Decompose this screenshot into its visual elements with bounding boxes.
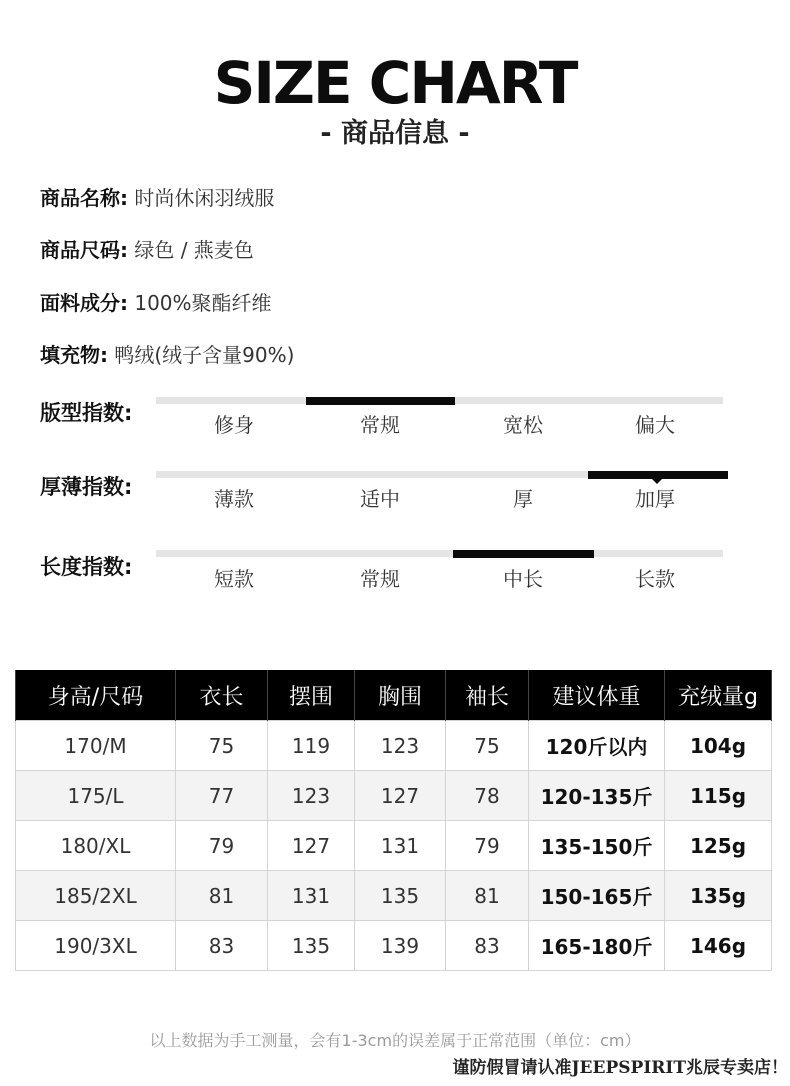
fit-option: 修身	[214, 413, 254, 437]
thickness-option: 加厚	[635, 487, 675, 511]
table-cell: 150-165斤	[529, 871, 665, 921]
header-sleeve: 袖长	[446, 670, 529, 721]
thickness-index-label: 厚薄指数:	[40, 475, 133, 499]
fit-option: 偏大	[635, 413, 675, 437]
size-table	[15, 670, 772, 971]
info-filling	[40, 340, 294, 370]
anti-counterfeit-notice: 谨防假冒请认准JEEPSPIRIT兆辰专卖店！	[452, 1058, 788, 1078]
table-header-row	[16, 670, 772, 721]
table-cell: 79	[446, 821, 529, 871]
table-cell: 120斤以内	[529, 721, 665, 771]
table-cell: 77	[176, 771, 268, 821]
table-cell: 104g	[665, 721, 772, 771]
header-height-size: 身高/尺码	[16, 670, 176, 721]
header-length: 衣长	[176, 670, 268, 721]
length-option: 短款	[214, 567, 254, 591]
table-cell: 119	[268, 721, 355, 771]
page-subtitle: - 商品信息 -	[320, 118, 470, 149]
table-cell: 135-150斤	[529, 821, 665, 871]
fit-option: 宽松	[503, 413, 543, 437]
table-cell: 175/L	[16, 771, 176, 821]
fit-index-label: 版型指数:	[40, 401, 133, 425]
table-cell: 125g	[665, 821, 772, 871]
info-fabric	[40, 288, 272, 318]
table-cell: 120-135斤	[529, 771, 665, 821]
header-hem: 摆围	[268, 670, 355, 721]
length-option: 常规	[360, 567, 400, 591]
table-cell: 79	[176, 821, 268, 871]
table-row	[16, 871, 772, 921]
table-cell: 170/M	[16, 721, 176, 771]
thickness-option: 薄款	[214, 487, 254, 511]
info-label: 填充物:	[40, 343, 108, 367]
length-option: 长款	[635, 567, 675, 591]
table-cell: 180/XL	[16, 821, 176, 871]
table-cell: 81	[176, 871, 268, 921]
table-cell: 146g	[665, 921, 772, 971]
info-label: 商品尺码:	[40, 238, 128, 262]
table-cell: 115g	[665, 771, 772, 821]
header-weight: 建议体重	[529, 670, 665, 721]
header-fill: 充绒量g	[665, 670, 772, 721]
table-cell: 190/3XL	[16, 921, 176, 971]
fit-index-marker	[306, 397, 455, 405]
info-label: 商品名称:	[40, 186, 128, 210]
table-cell: 127	[355, 771, 446, 821]
table-cell: 135	[268, 921, 355, 971]
info-product-size	[40, 235, 254, 265]
table-cell: 165-180斤	[529, 921, 665, 971]
table-cell: 123	[268, 771, 355, 821]
header-chest: 胸围	[355, 670, 446, 721]
length-option: 中长	[503, 567, 543, 591]
table-cell: 139	[355, 921, 446, 971]
table-cell: 75	[176, 721, 268, 771]
table-cell: 127	[268, 821, 355, 871]
info-value: 绿色 / 燕麦色	[134, 238, 254, 262]
table-cell: 75	[446, 721, 529, 771]
measurement-note: 以上数据为手工测量，会有1-3cm的误差属于正常范围（单位：cm）	[149, 1031, 641, 1050]
table-row	[16, 771, 772, 821]
thickness-pointer-icon	[652, 479, 662, 484]
length-index-marker	[453, 550, 594, 558]
table-cell: 81	[446, 871, 529, 921]
thickness-option: 厚	[513, 487, 533, 511]
table-cell: 131	[268, 871, 355, 921]
table-cell: 78	[446, 771, 529, 821]
table-cell: 135	[355, 871, 446, 921]
table-cell: 123	[355, 721, 446, 771]
table-cell: 83	[176, 921, 268, 971]
table-row	[16, 821, 772, 871]
info-value: 100%聚酯纤维	[134, 291, 272, 315]
fit-option: 常规	[360, 413, 400, 437]
table-cell: 131	[355, 821, 446, 871]
thickness-index-marker	[588, 471, 728, 479]
info-value: 时尚休闲羽绒服	[134, 186, 275, 210]
length-index-track	[156, 550, 723, 557]
table-row	[16, 721, 772, 771]
page-title: SIZE CHART	[213, 49, 577, 117]
table-cell: 83	[446, 921, 529, 971]
length-index-label: 长度指数:	[40, 555, 133, 579]
thickness-option: 适中	[360, 487, 400, 511]
table-row	[16, 921, 772, 971]
info-value: 鸭绒(绒子含量90%)	[114, 343, 295, 367]
table-cell: 185/2XL	[16, 871, 176, 921]
info-label: 面料成分:	[40, 291, 128, 315]
info-product-name	[40, 183, 274, 213]
table-cell: 135g	[665, 871, 772, 921]
